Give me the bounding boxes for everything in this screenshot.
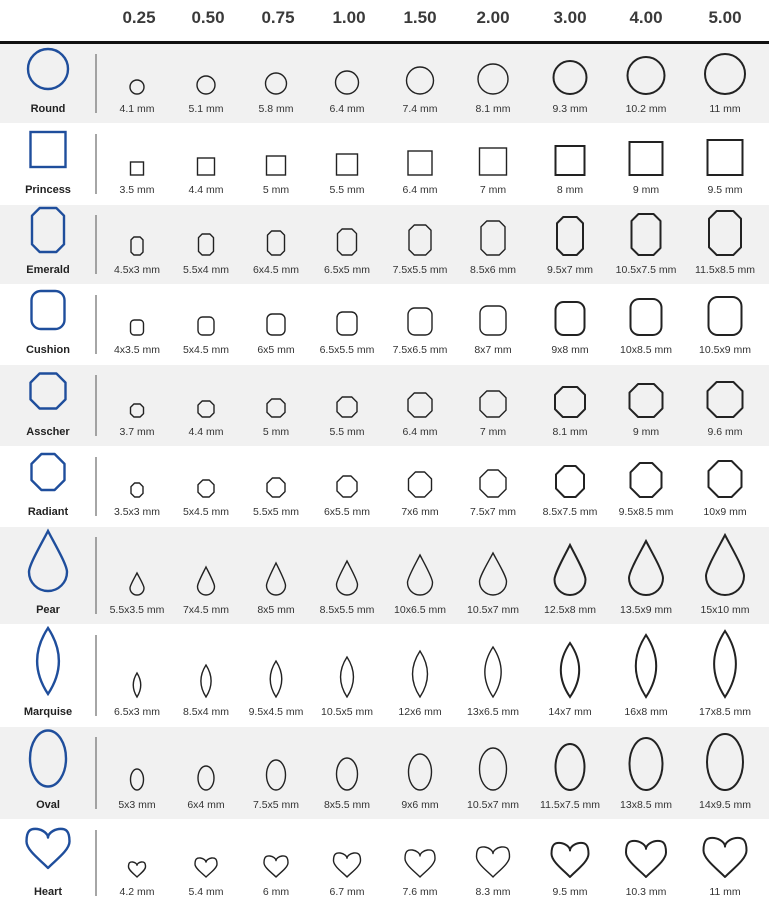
cushion-size-outline: [709, 297, 742, 335]
size-label: 12.5x8 mm: [544, 604, 596, 616]
radiant-size-outline: [198, 480, 214, 497]
heart-size-outline: [477, 847, 510, 877]
radiant-size-outline: [480, 470, 506, 497]
cushion-size-outline: [408, 308, 432, 335]
princess-size-outline: [131, 162, 144, 175]
size-label: 5.5x4 mm: [182, 264, 230, 276]
size-label: 13.5x9 mm: [620, 604, 672, 616]
shape-name-label: Round: [30, 103, 66, 115]
size-label: 10x9 mm: [703, 506, 747, 518]
shape-name-label: Emerald: [26, 264, 70, 276]
size-label: 6x4.5 mm: [252, 264, 300, 276]
radiant-size-outline: [267, 478, 285, 497]
shape-name-label: Radiant: [27, 506, 69, 518]
size-label: 9 mm: [632, 184, 660, 196]
size-label: 8.5x7.5 mm: [542, 506, 598, 518]
size-label: 7.4 mm: [402, 103, 438, 115]
shape-name-label: Pear: [36, 604, 60, 616]
princess-shape-icon: [31, 132, 66, 167]
size-label: 4x3.5 mm: [113, 344, 161, 356]
shape-name-label: Princess: [25, 184, 71, 196]
heart-size-outline: [264, 856, 288, 877]
size-label: 6x4 mm: [187, 799, 225, 811]
marquise-size-outline: [133, 673, 140, 697]
size-label: 14x9.5 mm: [699, 799, 751, 811]
size-label: 6.7 mm: [329, 886, 365, 898]
size-label: 5.1 mm: [188, 103, 224, 115]
cushion-size-outline: [556, 302, 585, 335]
princess-size-outline: [267, 156, 286, 175]
size-label: 9.3 mm: [552, 103, 588, 115]
size-label: 4.1 mm: [119, 103, 155, 115]
size-label: 10x8.5 mm: [620, 344, 672, 356]
size-label: 10.5x7.5 mm: [615, 264, 677, 276]
size-label: 7.5x5.5 mm: [392, 264, 448, 276]
column-header: 2.00: [476, 8, 510, 27]
size-label: 10x6.5 mm: [394, 604, 446, 616]
column-header: 5.00: [708, 8, 742, 27]
size-label: 6.5x5.5 mm: [319, 344, 375, 356]
size-label: 16x8 mm: [624, 706, 668, 718]
size-label: 7.6 mm: [402, 886, 438, 898]
cushion-size-outline: [337, 312, 357, 335]
marquise-size-outline: [714, 631, 736, 697]
size-label: 8.5x5.5 mm: [319, 604, 375, 616]
size-label: 5.5x5 mm: [252, 506, 300, 518]
cushion-shape-icon: [32, 291, 65, 329]
size-label: 5.5x3.5 mm: [109, 604, 165, 616]
size-label: 9 mm: [632, 426, 660, 438]
heart-size-outline: [704, 838, 747, 877]
size-label: 3.5 mm: [119, 184, 155, 196]
size-label: 5x4.5 mm: [182, 506, 230, 518]
size-label: 9.6 mm: [707, 426, 743, 438]
size-label: 6x5.5 mm: [323, 506, 371, 518]
size-label: 6.5x3 mm: [113, 706, 161, 718]
heart-size-outline: [334, 853, 361, 877]
size-label: 8 mm: [556, 184, 584, 196]
heart-size-outline: [129, 862, 146, 877]
size-label: 17x8.5 mm: [699, 706, 751, 718]
size-label: 8.5x4 mm: [182, 706, 230, 718]
column-header: 0.25: [122, 8, 156, 27]
size-label: 10.2 mm: [625, 103, 667, 115]
size-label: 8.5x6 mm: [469, 264, 517, 276]
header-rule: [0, 41, 769, 44]
size-label: 5 mm: [262, 184, 290, 196]
size-label: 7.5x5 mm: [252, 799, 300, 811]
size-label: 10.5x7 mm: [467, 604, 519, 616]
radiant-size-outline: [409, 472, 432, 497]
size-label: 7.5x7 mm: [469, 506, 517, 518]
size-label: 4.4 mm: [188, 184, 224, 196]
size-label: 4.4 mm: [188, 426, 224, 438]
princess-size-outline: [708, 140, 743, 175]
size-label: 8.1 mm: [552, 426, 588, 438]
size-label: 5x3 mm: [118, 799, 156, 811]
size-label: 11 mm: [709, 886, 741, 898]
column-header: 0.50: [191, 8, 225, 27]
size-label: 10.5x5 mm: [321, 706, 373, 718]
size-label: 9.5x7 mm: [546, 264, 594, 276]
column-header: 1.00: [332, 8, 366, 27]
heart-size-outline: [626, 841, 666, 877]
size-label: 8x5 mm: [257, 604, 295, 616]
size-label: 6x5 mm: [257, 344, 295, 356]
size-label: 9x6 mm: [401, 799, 439, 811]
size-label: 10.5x9 mm: [699, 344, 751, 356]
size-label: 9.5x4.5 mm: [248, 706, 304, 718]
heart-size-outline: [405, 850, 435, 877]
princess-size-outline: [408, 151, 432, 175]
size-label: 7.5x6.5 mm: [392, 344, 448, 356]
heart-size-outline: [195, 858, 217, 877]
shape-name-label: Oval: [36, 799, 60, 811]
size-label: 8.3 mm: [475, 886, 511, 898]
princess-size-outline: [337, 154, 358, 175]
size-label: 11.5x8.5 mm: [695, 264, 755, 276]
size-label: 9x8 mm: [551, 344, 589, 356]
cushion-size-outline: [631, 299, 662, 335]
size-label: 3.5x3 mm: [113, 506, 161, 518]
size-label: 13x6.5 mm: [467, 706, 519, 718]
size-label: 11 mm: [709, 103, 741, 115]
size-label: 6.4 mm: [329, 103, 365, 115]
marquise-size-outline: [413, 651, 428, 697]
size-label: 4.5x3 mm: [113, 264, 161, 276]
size-label: 15x10 mm: [700, 604, 750, 616]
size-label: 7x6 mm: [401, 506, 439, 518]
size-label: 13x8.5 mm: [620, 799, 672, 811]
column-header: 0.75: [261, 8, 295, 27]
size-label: 8.1 mm: [475, 103, 511, 115]
size-label: 14x7 mm: [548, 706, 592, 718]
shape-name-label: Heart: [33, 886, 63, 898]
radiant-size-outline: [556, 466, 584, 497]
column-header: 1.50: [403, 8, 437, 27]
princess-size-outline: [630, 142, 663, 175]
radiant-size-outline: [709, 461, 742, 497]
size-label: 6 mm: [262, 886, 290, 898]
size-label: 12x6 mm: [398, 706, 442, 718]
shape-name-label: Marquise: [23, 706, 73, 718]
size-label: 7x4.5 mm: [182, 604, 230, 616]
size-label: 6.5x5 mm: [323, 264, 371, 276]
size-label: 8x7 mm: [474, 344, 512, 356]
size-label: 8x5.5 mm: [323, 799, 371, 811]
shape-name-label: Asscher: [26, 426, 70, 438]
marquise-shape-icon: [37, 628, 59, 694]
radiant-size-outline: [131, 483, 143, 497]
princess-size-outline: [480, 148, 507, 175]
size-label: 5.4 mm: [188, 886, 224, 898]
size-label: 9.5 mm: [707, 184, 743, 196]
size-label: 5.8 mm: [258, 103, 294, 115]
column-header: 4.00: [629, 8, 663, 27]
size-label: 7 mm: [479, 426, 507, 438]
size-label: 5.5 mm: [329, 184, 365, 196]
size-label: 9.5x8.5 mm: [618, 506, 674, 518]
marquise-size-outline: [270, 661, 282, 697]
size-label: 5.5 mm: [329, 426, 365, 438]
cushion-size-outline: [131, 320, 144, 335]
heart-size-outline: [552, 843, 589, 877]
cushion-size-outline: [198, 317, 214, 335]
cushion-size-outline: [480, 306, 506, 335]
heart-shape-icon: [27, 829, 70, 868]
size-label: 7 mm: [479, 184, 507, 196]
marquise-size-outline: [636, 635, 656, 697]
radiant-size-outline: [631, 463, 662, 497]
size-label: 10.3 mm: [625, 886, 667, 898]
size-label: 6.4 mm: [402, 184, 438, 196]
princess-size-outline: [556, 146, 585, 175]
radiant-shape-icon: [32, 454, 65, 490]
marquise-size-outline: [561, 643, 579, 697]
princess-size-outline: [198, 158, 215, 175]
cushion-size-outline: [267, 314, 285, 335]
size-label: 5x4.5 mm: [182, 344, 230, 356]
marquise-size-outline: [201, 665, 211, 697]
size-label: 6.4 mm: [402, 426, 438, 438]
radiant-size-outline: [337, 476, 357, 497]
marquise-size-outline: [485, 647, 501, 697]
size-label: 10.5x7 mm: [467, 799, 519, 811]
size-label: 4.2 mm: [119, 886, 155, 898]
shape-name-label: Cushion: [26, 344, 70, 356]
marquise-size-outline: [341, 657, 354, 697]
size-label: 3.7 mm: [119, 426, 155, 438]
column-header: 3.00: [553, 8, 587, 27]
size-label: 9.5 mm: [552, 886, 588, 898]
size-label: 11.5x7.5 mm: [540, 799, 600, 811]
size-label: 5 mm: [262, 426, 290, 438]
